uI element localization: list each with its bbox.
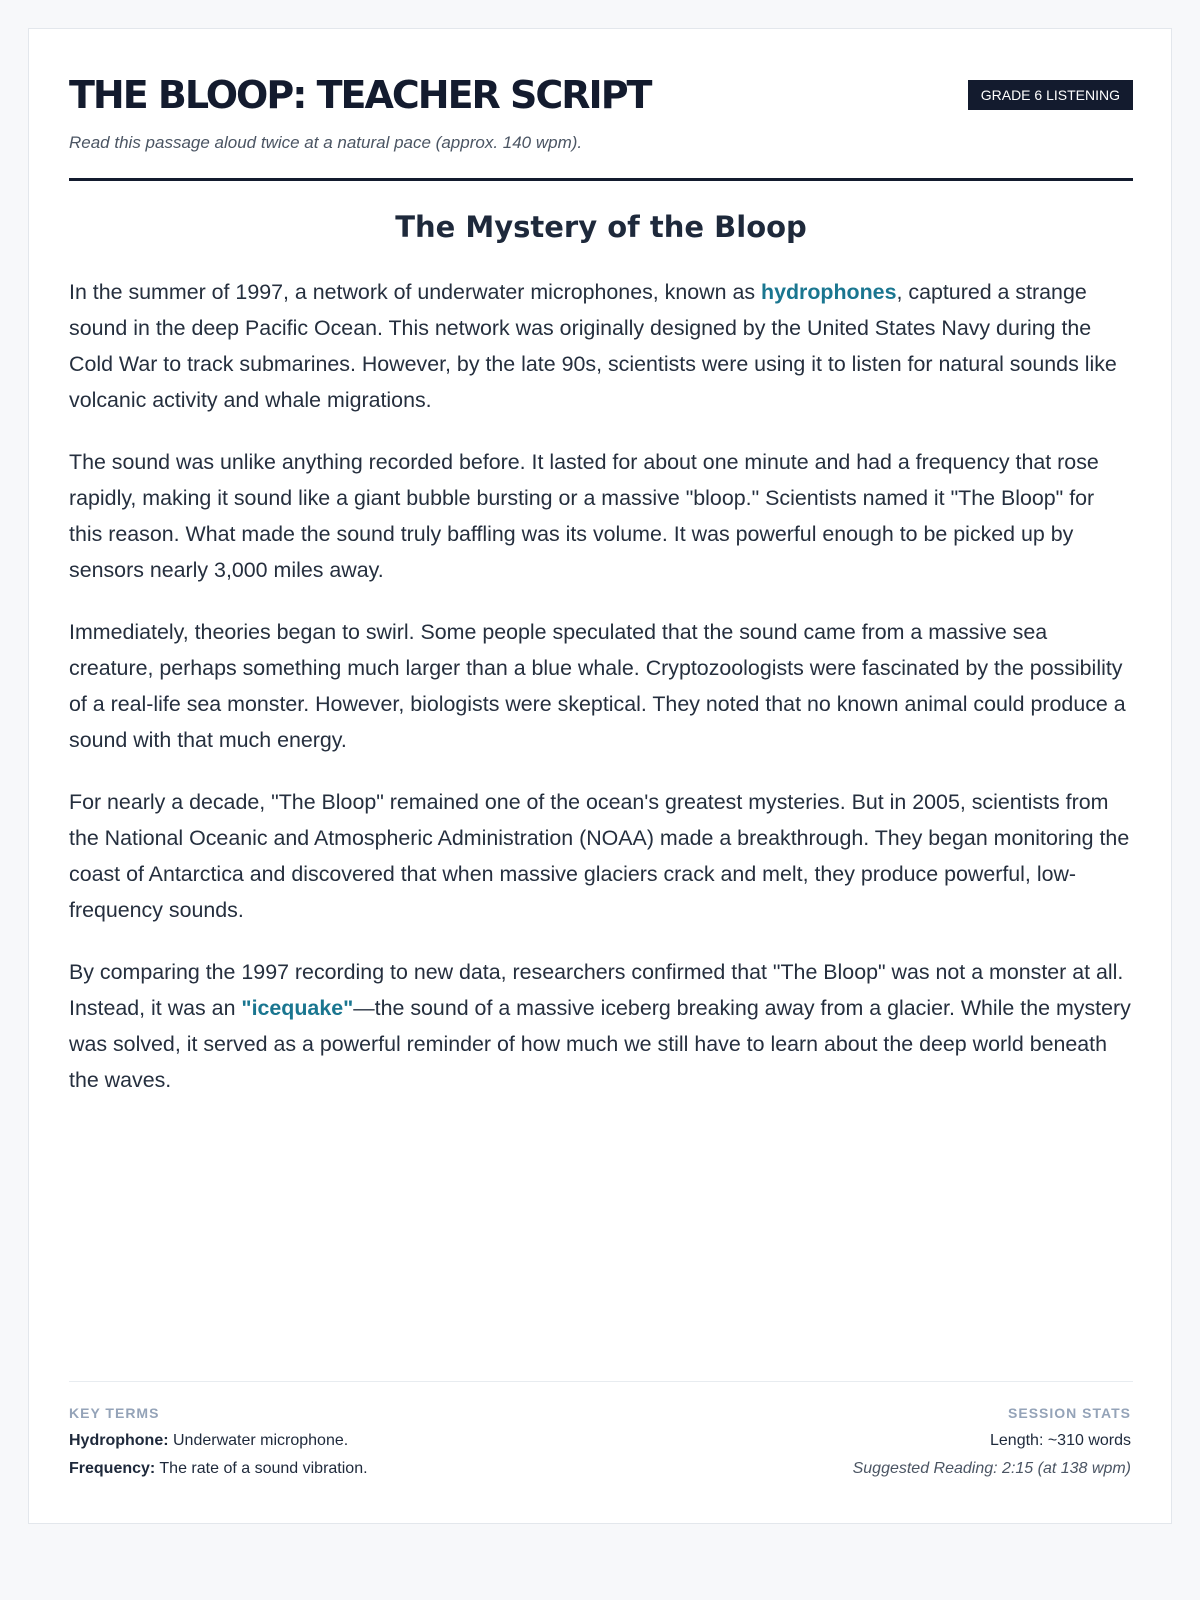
highlighted-term-hydrophones: hydrophones — [761, 280, 897, 304]
footer-divider — [69, 1381, 1133, 1382]
page-title: THE BLOOP: TEACHER SCRIPT — [69, 73, 651, 117]
word-count: Length: ~310 words — [990, 1432, 1131, 1449]
key-terms-heading: KEY TERMS — [69, 1405, 160, 1421]
story-paragraph-5 — [69, 954, 1133, 1098]
key-term-definition: Underwater microphone. — [168, 1432, 349, 1449]
story-paragraph-2: The sound was unlike anything recorded before. It lasted for about one minute and had a frequency that rose rapidly, making it sound like a giant bubble bursting or a massive "bloop." Scientists named it "The Bloop" for this reason. What made the sound truly baffling was its volume. It was powerful enough to be picked up by sensors nearly 3,000 miles away. — [69, 450, 1099, 582]
suggested-reading-time: Suggested Reading: 2:15 (at 138 wpm) — [852, 1460, 1131, 1477]
key-term-label: Frequency: — [69, 1460, 156, 1477]
header-divider — [69, 178, 1133, 181]
paragraph-text: By comparing the 1997 recording to new data, researchers confirmed that "The Bloop" was not a monster at all. Instead, it was an — [69, 960, 1124, 1020]
story-paragraph-1 — [69, 274, 1133, 418]
reading-instructions: Read this passage aloud twice at a natural pace (approx. 140 wpm). — [69, 133, 583, 152]
story-body — [69, 274, 1133, 1124]
key-term-label: Hydrophone: — [69, 1432, 169, 1449]
session-stats-section — [631, 1403, 1131, 1479]
story-title: The Mystery of the Bloop — [395, 210, 807, 244]
grade-badge: GRADE 6 LISTENING — [968, 80, 1133, 110]
key-term-item — [69, 1459, 669, 1479]
key-term-definition: The rate of a sound vibration. — [155, 1460, 368, 1477]
paragraph-text: —the sound of a massive iceberg breaking away from a glacier. While the mystery was solved, it served as a powerful reminder of how much we still have to learn about the deep world beneath the waves. — [69, 996, 1131, 1092]
paragraph-text: , captured a strange sound in the deep Pacific Ocean. This network was originally designed by the United States Navy during the Cold War to track submarines. However, by the late 90s, scientists were using it to listen for natural sounds like volcanic activity and whale migrations. — [69, 280, 1117, 412]
story-paragraph-3: Immediately, theories began to swirl. Some people speculated that the sound came from a massive sea creature, perhaps something much larger than a blue whale. Cryptozoologists were fascinated by the possibility of a real-life sea monster. However, biologists were skeptical. They noted that no known animal could produce a sound with that much energy. — [69, 620, 1126, 752]
header — [69, 69, 1133, 153]
paragraph-text: In the summer of 1997, a network of underwater microphones, known as — [69, 280, 761, 304]
story-paragraph-4: For nearly a decade, "The Bloop" remained one of the ocean's greatest mysteries. But in 2005, scientists from the National Oceanic and Atmospheric Administration (NOAA) made a breakthrough. They began monitoring the coast of Antarctica and discovered that when massive glaciers crack and melt, they produce powerful, low-frequency sounds. — [69, 790, 1130, 922]
session-stats-heading: SESSION STATS — [1008, 1405, 1131, 1421]
highlighted-term-icequake: "icequake" — [241, 996, 354, 1020]
key-term-item — [69, 1431, 669, 1451]
key-terms-section — [69, 1403, 669, 1479]
worksheet-page — [28, 28, 1172, 1524]
